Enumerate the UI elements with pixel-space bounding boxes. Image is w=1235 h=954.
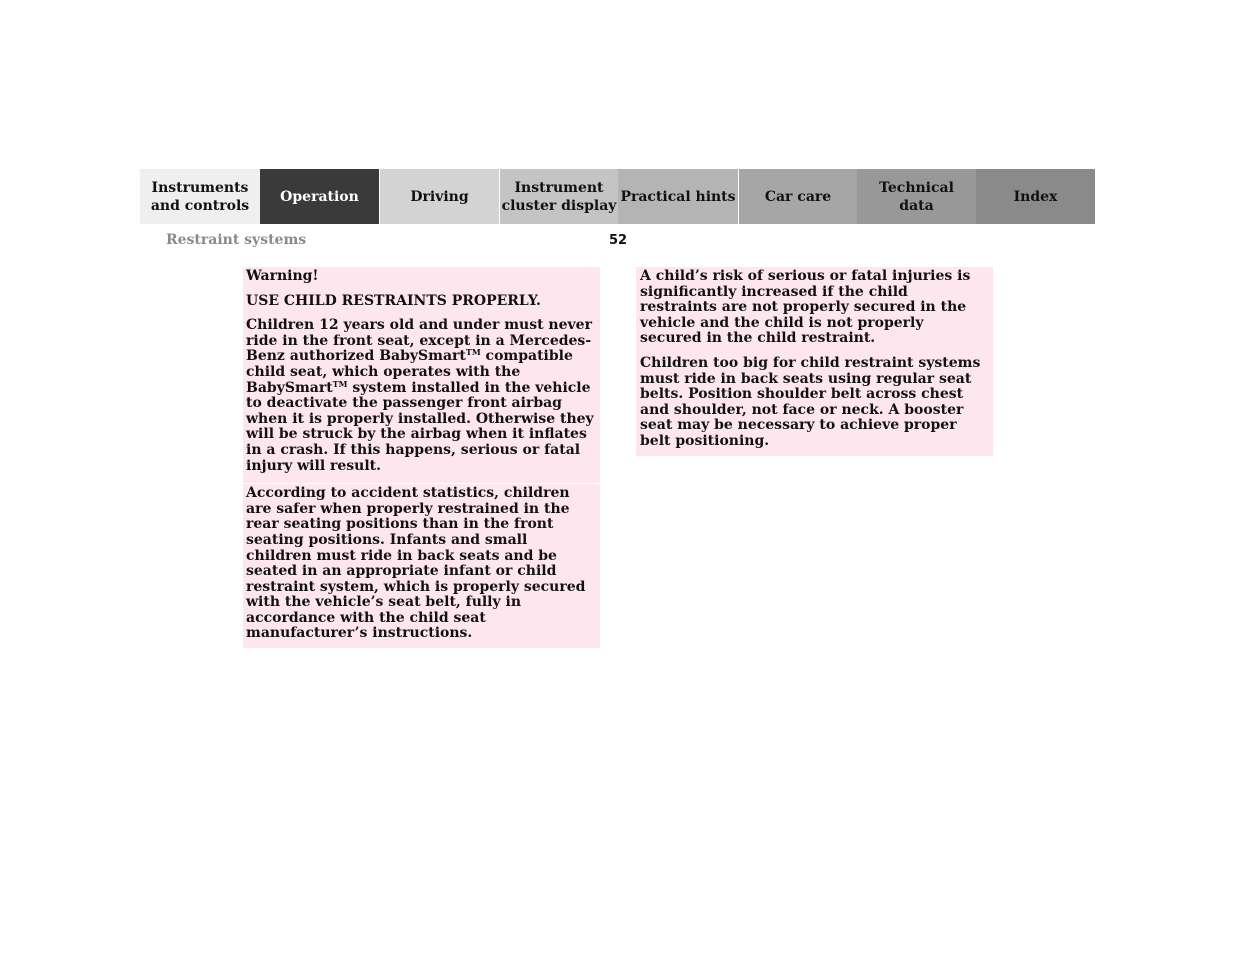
warning-box-right xyxy=(636,267,993,456)
warning-paragraph-front-seat xyxy=(246,318,596,474)
trademark-mark: TM xyxy=(332,378,348,389)
warning-text: compatible child seat, which operates with the BabySmart xyxy=(246,348,573,396)
tab-instrument-cluster-display[interactable]: Instrument cluster display xyxy=(499,169,618,224)
tab-technical-data[interactable]: Technical data xyxy=(857,169,976,224)
tab-practical-hints[interactable]: Practical hints xyxy=(618,169,738,224)
tab-car-care[interactable]: Car care xyxy=(738,169,857,224)
warning-text: system installed in the vehicle to deactivate the passenger front airbag when it is properly installed. Otherwise they will be struck by the airbag when it inflates in a crash. If this happens, serious or fatal injury will result. xyxy=(246,379,594,474)
tab-driving[interactable]: Driving xyxy=(379,169,499,224)
tab-index[interactable]: Index xyxy=(976,169,1095,224)
trademark-mark: TM xyxy=(465,347,481,358)
warning-heading: Warning! xyxy=(246,268,319,284)
warning-box-left xyxy=(243,267,600,648)
chapter-navigation xyxy=(140,169,1095,224)
tab-instruments-and-controls[interactable]: Instruments and controls xyxy=(140,169,260,224)
section-title: Restraint systems xyxy=(166,232,307,248)
warning-paragraph-statistics: According to accident statistics, children are safer when properly restrained in the rear seating positions than in the front seating positions. Infants and small children must ride in back seats and be seated in an appropriate infant or child restraint system, which is properly secured with the vehicle’s seat belt, fully in accordance with the child seat manufacturer’s instructions. xyxy=(246,485,586,642)
warning-paragraph-booster: Children too big for child restraint systems must ride in back seats using regular seat belts. Position shoulder belt across chest and shoulder, not face or neck. A booster seat may be necessary to achieve proper belt positioning. xyxy=(640,354,981,449)
box-divider xyxy=(243,483,600,484)
tab-operation[interactable]: Operation xyxy=(260,169,379,224)
warning-text: Children 12 years old and under must never ride in the front seat, except in a Mercedes-Benz authorized BabySmart xyxy=(246,317,592,365)
warning-subheading: USE CHILD RESTRAINTS PROPERLY. xyxy=(246,292,541,309)
page-number: 52 xyxy=(609,233,628,248)
warning-paragraph-risk: A child’s risk of serious or fatal injuries is significantly increased if the child restraints are not properly secured in the vehicle and the child is not properly secured in the child restraint. xyxy=(640,268,971,347)
